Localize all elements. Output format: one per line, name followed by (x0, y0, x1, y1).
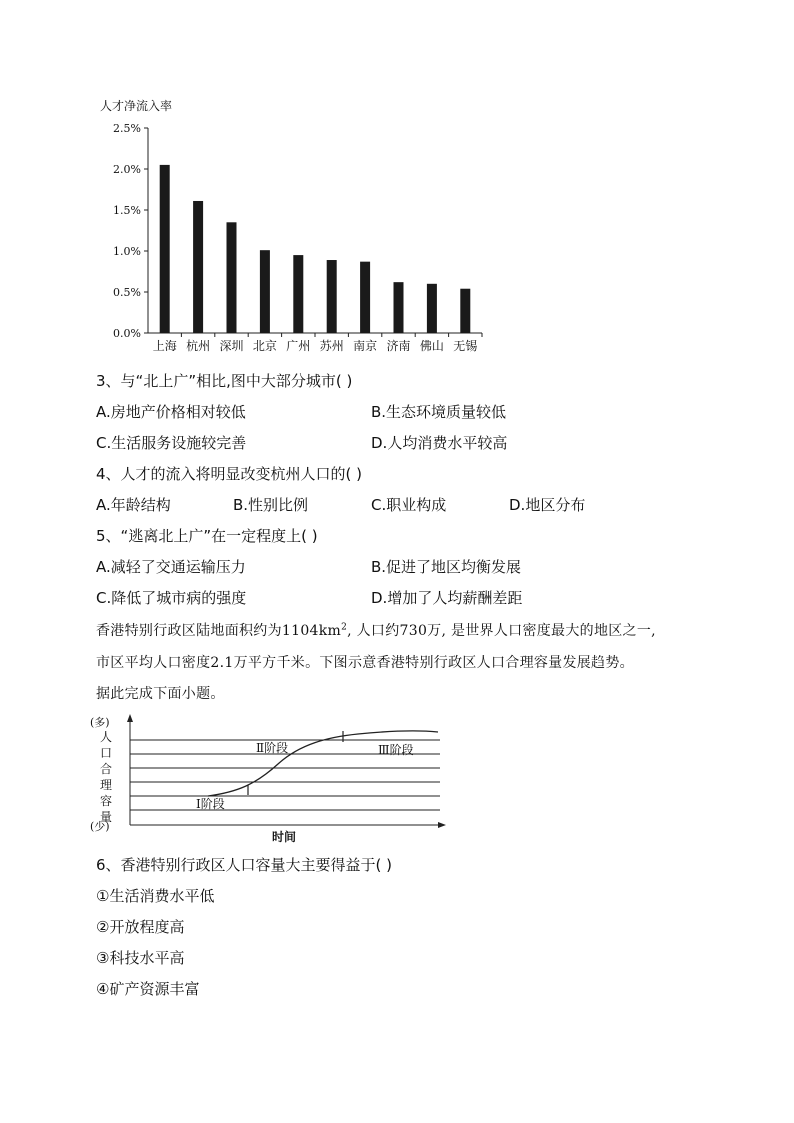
question-3-option-d[interactable]: D.人均消费水平较高 (371, 434, 508, 452)
question-6-item-3[interactable]: ③科技水平高 (96, 949, 185, 967)
bar-1 (160, 165, 170, 333)
category-label: 无锡 (453, 339, 478, 353)
question-4-option-c[interactable]: C.职业构成 (371, 496, 447, 514)
category-label: 广州 (286, 339, 311, 353)
stage-1-label: Ⅰ阶段 (196, 797, 225, 811)
passage-line-1 (96, 620, 656, 640)
passage-line-3: 据此完成下面小题。 (96, 686, 225, 702)
category-label: 苏州 (319, 339, 344, 353)
bar-4 (260, 250, 270, 333)
question-3-option-b[interactable]: B.生态环境质量较低 (371, 403, 507, 421)
category-label: 北京 (252, 339, 277, 353)
y-label-char-1: 人 (99, 730, 113, 744)
passage-superscript: 2 (341, 622, 348, 633)
y-top-label: (多) (90, 716, 110, 729)
category-label: 杭州 (186, 339, 211, 353)
category-label: 深圳 (219, 339, 244, 353)
question-4-option-d[interactable]: D.地区分布 (509, 496, 586, 514)
y-label-char-4: 理 (99, 778, 113, 792)
y-tick-label: 2.5% (113, 122, 141, 135)
y-bottom-label: (少) (90, 820, 110, 833)
bar-10 (460, 289, 470, 333)
question-5-option-d[interactable]: D.增加了人均薪酬差距 (371, 589, 523, 607)
bar-3 (227, 222, 237, 333)
population-capacity-chart (88, 712, 458, 847)
bar-8 (394, 282, 404, 333)
talent-inflow-chart (90, 95, 500, 360)
category-label: 佛山 (419, 339, 444, 353)
bar-7 (360, 262, 370, 333)
population-capacity-diagram (88, 712, 458, 847)
y-label-char-6: 量 (99, 810, 113, 824)
y-tick-label: 1.5% (113, 204, 141, 217)
question-6-item-4[interactable]: ④矿产资源丰富 (96, 980, 200, 998)
question-5-option-b[interactable]: B.促进了地区均衡发展 (371, 558, 522, 576)
capacity-trend-curve (208, 731, 438, 796)
bar-5 (293, 255, 303, 333)
question-6-stem: 6、香港特别行政区人口容量大主要得益于( ) (96, 856, 393, 874)
y-tick-label: 2.0% (113, 163, 141, 176)
talent-inflow-bar-chart (90, 95, 500, 360)
stage-3-label: Ⅲ阶段 (378, 743, 414, 757)
question-4-option-b[interactable]: B.性别比例 (233, 496, 309, 514)
y-label-char-2: 口 (99, 746, 113, 760)
question-3-option-c[interactable]: C.生活服务设施较完善 (96, 434, 247, 452)
bar-9 (427, 284, 437, 333)
stage-2-label: Ⅱ阶段 (256, 741, 289, 755)
y-axis-arrow (127, 714, 133, 722)
x-axis-title: 时间 (271, 830, 297, 844)
passage-line-2: 市区平均人口密度2.1万平方千米。下图示意香港特别行政区人口合理容量发展趋势。 (96, 655, 634, 671)
question-5-option-c[interactable]: C.降低了城市病的强度 (96, 589, 247, 607)
passage-line-1-text: 香港特别行政区陆地面积约为1104km (96, 623, 342, 639)
x-axis-arrow (438, 822, 446, 828)
y-label-char-3: 合 (99, 762, 113, 776)
question-4-option-a[interactable]: A.年龄结构 (96, 496, 171, 514)
question-5-option-a[interactable]: A.减轻了交通运输压力 (96, 558, 246, 576)
category-label: 南京 (353, 339, 378, 353)
category-label: 济南 (386, 339, 411, 353)
passage-line-1-tail: , 人口约730万, 是世界人口密度最大的地区之一, (347, 623, 656, 639)
bar-6 (327, 260, 337, 333)
question-3-stem: 3、与“北上广”相比,图中大部分城市( ) (96, 372, 353, 390)
y-tick-label: 1.0% (113, 245, 141, 258)
y-tick-label: 0.5% (113, 286, 141, 299)
y-tick-label: 0.0% (113, 327, 141, 340)
question-6-item-1[interactable]: ①生活消费水平低 (96, 887, 215, 905)
question-3-option-a[interactable]: A.房地产价格相对较低 (96, 403, 246, 421)
question-4-stem: 4、人才的流入将明显改变杭州人口的( ) (96, 465, 363, 483)
category-label: 上海 (152, 339, 177, 353)
y-axis-title: 人才净流入率 (100, 99, 173, 113)
question-6-item-2[interactable]: ②开放程度高 (96, 918, 185, 936)
bar-2 (193, 201, 203, 333)
question-5-stem: 5、“逃离北上广”在一定程度上( ) (96, 527, 318, 545)
y-label-char-5: 容 (99, 794, 113, 808)
